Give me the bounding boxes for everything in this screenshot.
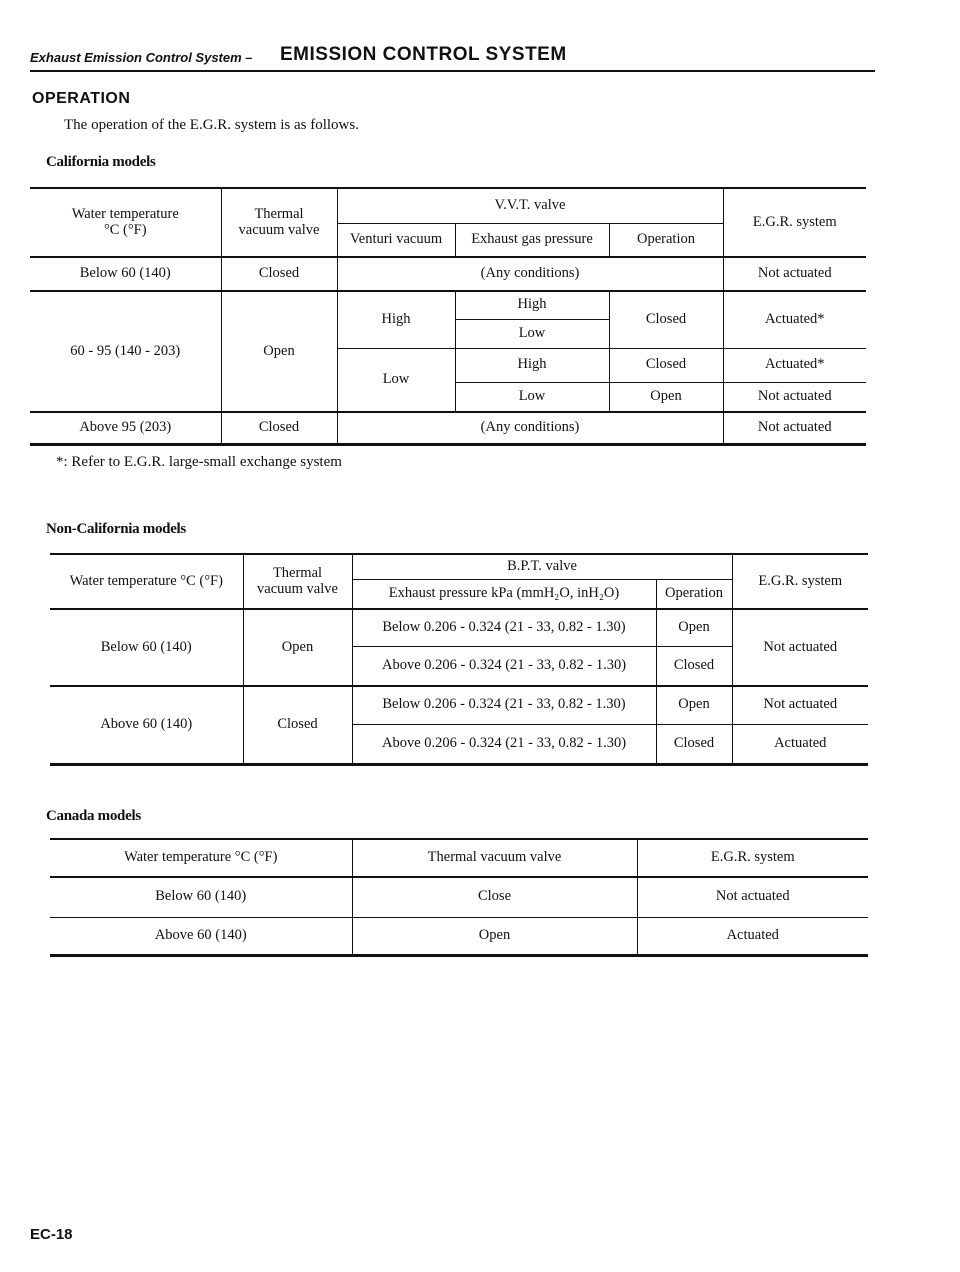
cell: High	[337, 291, 455, 348]
header-water-temp: Water temperature °C (°F)	[30, 188, 221, 257]
footnote: *: Refer to E.G.R. large-small exchange system	[56, 454, 342, 470]
cell: High	[455, 348, 609, 382]
california-table	[30, 187, 866, 446]
header-operation: Operation	[609, 223, 723, 257]
cell: Below 0.206 - 0.324 (21 - 33, 0.82 - 1.30)	[352, 686, 656, 724]
cell: 60 - 95 (140 - 203)	[30, 291, 221, 412]
header-egr-system: E.G.R. system	[637, 839, 868, 877]
header-thermal-valve: Thermal vacuum valve	[243, 554, 352, 609]
cell: Actuated*	[723, 348, 866, 382]
header-bpt-valve: B.P.T. valve	[352, 554, 732, 579]
cell: Above 95 (203)	[30, 412, 221, 444]
canada-table	[50, 838, 868, 957]
cell: Actuated	[732, 724, 868, 764]
cell: Not actuated	[637, 877, 868, 917]
cell: Closed	[609, 291, 723, 348]
cell: High	[455, 291, 609, 319]
header-exhaust: Exhaust gas pressure	[455, 223, 609, 257]
cell: Not actuated	[732, 686, 868, 724]
cell: Closed	[609, 348, 723, 382]
cell: Open	[221, 291, 337, 412]
header-egr-system: E.G.R. system	[732, 554, 868, 609]
header-exhaust-pressure: Exhaust pressure kPa (mmH₂O, inH₂O)	[352, 579, 656, 609]
header-venturi: Venturi vacuum	[337, 223, 455, 257]
cell: Closed	[656, 646, 732, 686]
cell: Open	[656, 686, 732, 724]
header-vvt-valve: V.V.T. valve	[337, 188, 723, 223]
cell: Actuated	[637, 917, 868, 955]
cell: Low	[337, 348, 455, 412]
canada-title: Canada models	[46, 808, 141, 824]
cell: Above 60 (140)	[50, 917, 352, 955]
header-thermal-valve: Thermal vacuum valve	[221, 188, 337, 257]
cell: (Any conditions)	[337, 412, 723, 444]
cell: Below 60 (140)	[50, 877, 352, 917]
cell: Not actuated	[732, 609, 868, 686]
noncal-table	[50, 553, 868, 766]
cell: (Any conditions)	[337, 257, 723, 291]
section-title-italic: Exhaust Emission Control System –	[30, 50, 253, 65]
header-thermal-valve: Thermal vacuum valve	[352, 839, 637, 877]
cell: Open	[656, 609, 732, 646]
page-number: EC-18	[30, 1226, 73, 1243]
cell: Above 0.206 - 0.324 (21 - 33, 0.82 - 1.30)	[352, 646, 656, 686]
cell: Below 60 (140)	[30, 257, 221, 291]
cell: Close	[352, 877, 637, 917]
cell: Low	[455, 319, 609, 348]
cell: Below 0.206 - 0.324 (21 - 33, 0.82 - 1.30)	[352, 609, 656, 646]
cell: Closed	[243, 686, 352, 764]
section-title-caps: EMISSION CONTROL SYSTEM	[280, 44, 567, 65]
cell: Open	[352, 917, 637, 955]
cell: Not actuated	[723, 412, 866, 444]
operation-intro: The operation of the E.G.R. system is as follows.	[64, 117, 359, 133]
cell: Closed	[656, 724, 732, 764]
page-header	[30, 44, 875, 72]
cell: Not actuated	[723, 257, 866, 291]
cell: Closed	[221, 257, 337, 291]
cell: Open	[609, 382, 723, 412]
cell: Open	[243, 609, 352, 686]
cell: Above 0.206 - 0.324 (21 - 33, 0.82 - 1.30)	[352, 724, 656, 764]
header-water-temp: Water temperature °C (°F)	[50, 554, 243, 609]
california-title: California models	[46, 154, 156, 170]
header-water-temp: Water temperature °C (°F)	[50, 839, 352, 877]
cell: Low	[455, 382, 609, 412]
cell: Actuated*	[723, 291, 866, 348]
cell: Not actuated	[723, 382, 866, 412]
header-operation: Operation	[656, 579, 732, 609]
header-egr-system: E.G.R. system	[723, 188, 866, 257]
noncal-title: Non-California models	[46, 521, 186, 537]
cell: Below 60 (140)	[50, 609, 243, 686]
operation-heading: OPERATION	[32, 90, 131, 107]
cell: Closed	[221, 412, 337, 444]
cell: Above 60 (140)	[50, 686, 243, 764]
